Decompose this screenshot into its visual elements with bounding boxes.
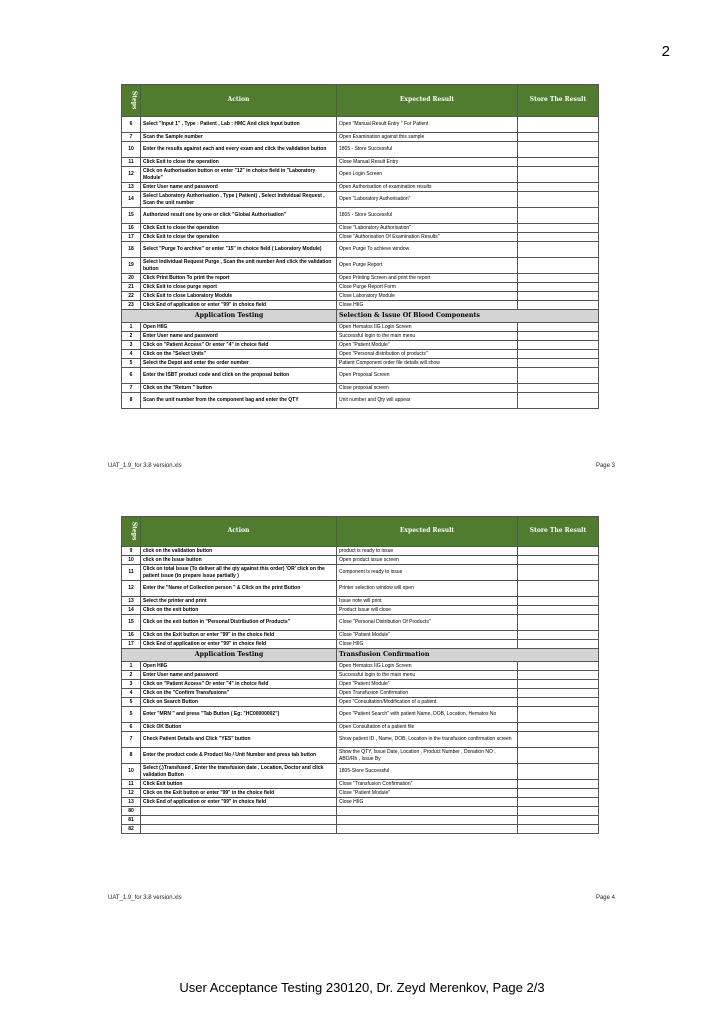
store-result-cell [518,301,599,310]
table-row [122,565,599,581]
section-title-left: Application Testing [122,310,337,323]
expected-result-cell: Close "Patient Module" [337,789,518,798]
store-result-cell [518,597,599,606]
action-cell: Click on the "Confirm Transfusions" [141,689,337,698]
step-number-cell: 4 [122,350,141,359]
expected-result-cell [337,807,518,816]
step-number-cell: 6 [122,368,141,384]
action-cell: Select (.)Transfused , Enter the transfusion date , Location, Doctor and click validation Button [141,764,337,780]
store-result-cell [518,764,599,780]
action-cell [141,825,337,834]
steps-header: Steps [122,517,141,547]
expected-result-cell: Open Proposal Screen [337,368,518,384]
expected-result-cell: Close HIIG [337,798,518,807]
step-number-cell: 23 [122,301,141,310]
store-result-cell [518,332,599,341]
step-number-cell: 5 [122,698,141,707]
step-number-cell: 12 [122,789,141,798]
store-result-cell [518,825,599,834]
table-row [122,547,599,556]
page-number: 2 [661,43,670,60]
action-cell: Click on Search Button [141,698,337,707]
expected-result-cell: Close Laboratory Module [337,292,518,301]
section-row [122,649,599,662]
expected-result-cell: Open "Patient Module" [337,341,518,350]
action-cell: Authorized result one by one or click "Global Authorisation" [141,208,337,224]
store-result-cell [518,615,599,631]
uat-table-1 [121,84,599,409]
table-row [122,606,599,615]
table-row [122,825,599,834]
expected-result-cell: Show the QTY, Issue Date, Location , Product Number , Donation NO , ABO/Rh , Issue By [337,748,518,764]
store-result-cell [518,292,599,301]
table-row [122,192,599,208]
action-cell: Click End of application or enter "99" in choice field [141,640,337,649]
expected-result-cell: Component is ready to issue [337,565,518,581]
store-result-cell [518,732,599,748]
store-result-cell [518,224,599,233]
expected-result-cell: Unit number and Qty will appear [337,393,518,409]
store-result-cell [518,581,599,597]
step-number-cell: 7 [122,732,141,748]
action-cell: Click on the Exit button or enter "99" in the choice field [141,789,337,798]
action-cell: Click Exit button [141,780,337,789]
table-row [122,732,599,748]
step-number-cell: 15 [122,615,141,631]
step-number-cell: 7 [122,384,141,393]
expected-result-cell: Open Purge Report [337,258,518,274]
action-cell: Open HIIG [141,662,337,671]
table-row [122,117,599,133]
table-row [122,662,599,671]
expected-result-cell: Product Issue will close [337,606,518,615]
expected-result-cell: Close "Authorisation Of Examination Results" [337,233,518,242]
step-number-cell: 12 [122,581,141,597]
store-result-cell [518,258,599,274]
action-cell: Select "Purge To archive" or enter "15" in choice field ( Laboratory Module) [141,242,337,258]
store-result-cell [518,748,599,764]
store-result-cell [518,556,599,565]
step-number-cell: 11 [122,565,141,581]
step-number-cell: 4 [122,689,141,698]
action-cell: Select "Input 1" , Type : Patient , Lab : HMC And click Input button [141,117,337,133]
table-row [122,183,599,192]
expected-result-cell: Open Purge To achieve window [337,242,518,258]
table-row [122,556,599,565]
step-number-cell: 9 [122,547,141,556]
table-row [122,341,599,350]
expected-result-cell: Open product issue screen [337,556,518,565]
action-cell [141,816,337,825]
action-cell: Click End of application or enter "99" in choice field [141,301,337,310]
step-number-cell: 1 [122,323,141,332]
step-number-cell: 16 [122,631,141,640]
steps-header: Steps [122,85,141,117]
table-row [122,368,599,384]
expected-result-cell: Open "Laboratory Authorisation" [337,192,518,208]
step-number-cell: 17 [122,233,141,242]
step-number-cell: 17 [122,640,141,649]
table-row [122,142,599,158]
store-result-cell [518,192,599,208]
table-row [122,671,599,680]
step-number-cell: 6 [122,117,141,133]
store-result-cell [518,707,599,723]
store-result-cell [518,798,599,807]
action-cell: Enter User name and password [141,671,337,680]
uat-sheet-page-3 [121,84,598,409]
expected-result-cell: Show patient ID , Name, DOB, Location in the transfusion confirmation screen [337,732,518,748]
store-result-cell [518,789,599,798]
step-number-cell: 13 [122,597,141,606]
action-cell: Select the Depot and enter the order number [141,359,337,368]
action-cell: Scan the Sample number [141,133,337,142]
expected-result-cell: 1805-Store Successful [337,764,518,780]
step-number-cell: 3 [122,341,141,350]
action-cell: Click on Authorisation button or enter "12" in choice field in "Laboratory Module" [141,167,337,183]
footer-page-label: Page 4 [595,895,615,901]
table-row [122,359,599,368]
table-row [122,133,599,142]
table-row [122,698,599,707]
store-result-cell [518,723,599,732]
store-result-cell [518,158,599,167]
expected-result-cell: Printer selection window will open [337,581,518,597]
expected-result-cell: Open "Personal distribution of products" [337,350,518,359]
footer-filename: UAT_1.9_for 3.8 version.xls [108,463,182,469]
store-result-cell [518,359,599,368]
expected-result-cell: Close "Personal Distribution Of Products" [337,615,518,631]
action-cell: Click Exit to close purge report [141,283,337,292]
table-row [122,780,599,789]
section-row [122,310,599,323]
store-result-cell [518,689,599,698]
store-result-cell [518,183,599,192]
store-result-cell [518,283,599,292]
store-result-cell [518,350,599,359]
action-cell: Click on "Patient Access" Or enter "4" in choice field [141,680,337,689]
action-cell: Scan the unit number from the component bag and enter the QTY [141,393,337,409]
action-cell: Enter the ISBT product code and click on the proposal button [141,368,337,384]
expected-result-cell: Open Login Screen [337,167,518,183]
table-row [122,723,599,732]
step-number-cell: 82 [122,825,141,834]
expected-result-cell: Open Hematos IIG Login Screen [337,662,518,671]
expected-result-cell: Open "Patient Module" [337,680,518,689]
expected-result-header: Expected Result [337,85,518,117]
step-number-cell: 12 [122,167,141,183]
step-number-cell: 14 [122,606,141,615]
step-number-cell: 10 [122,764,141,780]
table-row [122,707,599,723]
expected-result-cell: Close proposal screen [337,384,518,393]
expected-result-cell: Close HIIG [337,640,518,649]
table-row [122,158,599,167]
table-row [122,258,599,274]
store-result-cell [518,233,599,242]
action-cell: Click on the "Return " button [141,384,337,393]
section-title-left: Application Testing [122,649,337,662]
expected-result-cell: Open "Consultation/Modification of a patient [337,698,518,707]
action-cell: Click End of application or enter "99" in choice field [141,798,337,807]
expected-result-cell: Open Authorisation of examination results [337,183,518,192]
step-number-cell: 13 [122,183,141,192]
step-number-cell: 13 [122,798,141,807]
expected-result-cell: Close "Patient Module" [337,631,518,640]
action-cell: Click on the "Select Units" [141,350,337,359]
action-cell: Select the printer and print [141,597,337,606]
store-result-cell [518,816,599,825]
step-number-cell: 1 [122,662,141,671]
uat-sheet-page-4 [121,516,598,834]
step-number-cell: 8 [122,393,141,409]
expected-result-cell [337,816,518,825]
step-number-cell: 2 [122,671,141,680]
store-result-cell [518,671,599,680]
document-caption: User Acceptance Testing 230120, Dr. Zeyd Merenkov, Page 2/3 [179,980,545,995]
store-result-cell [518,167,599,183]
store-result-cell [518,547,599,556]
action-cell: Enter User name and password [141,183,337,192]
action-cell: Enter the "Name of Collection person " & Click on the print Button [141,581,337,597]
store-result-cell [518,323,599,332]
step-number-cell: 7 [122,133,141,142]
table-row [122,748,599,764]
action-cell [141,807,337,816]
expected-result-cell: Close Purge Report Form [337,283,518,292]
table-row [122,224,599,233]
table-row [122,292,599,301]
table-row [122,233,599,242]
store-result-cell [518,274,599,283]
table-row [122,301,599,310]
step-number-cell: 14 [122,192,141,208]
action-cell: Enter User name and password [141,332,337,341]
store-result-cell [518,242,599,258]
step-number-cell: 21 [122,283,141,292]
store-result-cell [518,680,599,689]
action-header: Action [141,517,337,547]
expected-result-cell: Open Hematos IIG Login Screen [337,323,518,332]
step-number-cell: 10 [122,556,141,565]
table-row [122,615,599,631]
expected-result-cell: Successful login to the main menu [337,332,518,341]
store-result-header: Store The Result [518,85,599,117]
step-number-cell: 15 [122,208,141,224]
store-result-cell [518,208,599,224]
store-result-header: Store The Result [518,517,599,547]
uat-table-2 [121,516,599,834]
store-result-cell [518,640,599,649]
expected-result-cell: Open Examination against this sample [337,133,518,142]
action-cell: Open HIIG [141,323,337,332]
action-cell: Click Print Button To print the report [141,274,337,283]
table-row [122,816,599,825]
action-cell: Click on the exit button [141,606,337,615]
action-cell: Enter "MRN " and press "Tab Button ( Eg: "HC00000002") [141,707,337,723]
action-cell: click on the Issue button [141,556,337,565]
expected-result-cell: Successful login to the main menu [337,671,518,680]
expected-result-cell: Close "Laboratory Authorisation" [337,224,518,233]
expected-result-cell: product is ready to issue [337,547,518,556]
store-result-cell [518,631,599,640]
step-number-cell: 20 [122,274,141,283]
store-result-cell [518,142,599,158]
expected-result-cell: Open "Patient Search" with patient Name, DOB, Location, Hematos No [337,707,518,723]
step-number-cell: 6 [122,723,141,732]
table-row [122,283,599,292]
expected-result-cell: Open Printing Screen and print the report [337,274,518,283]
step-number-cell: 18 [122,242,141,258]
table-row [122,208,599,224]
store-result-cell [518,780,599,789]
step-number-cell: 81 [122,816,141,825]
step-number-cell: 3 [122,680,141,689]
footer-filename: UAT_1.9_for 3.8 version.xls [108,895,182,901]
table-row [122,332,599,341]
step-number-cell: 2 [122,332,141,341]
action-cell: Click on the Exit button or enter "99" in the choice field [141,631,337,640]
table-row [122,680,599,689]
expected-result-cell: Close HIIG [337,301,518,310]
table-row [122,789,599,798]
action-cell: Click on the exit button in "Personal Distribution of Products" [141,615,337,631]
action-cell: Click Exit to close Laboratory Module [141,292,337,301]
table-row [122,597,599,606]
table-row [122,798,599,807]
action-cell: Click Exit to close the operation [141,224,337,233]
table-row [122,274,599,283]
store-result-cell [518,662,599,671]
table-row [122,764,599,780]
expected-result-cell: Open Consultation of a patient file [337,723,518,732]
store-result-cell [518,117,599,133]
expected-result-cell: Close "Transfusion Confirmation" [337,780,518,789]
table-row [122,350,599,359]
section-title-right: Selection & Issue Of Blood Components [337,310,599,323]
step-number-cell: 16 [122,224,141,233]
expected-result-cell: Close Manual Result Entry [337,158,518,167]
store-result-cell [518,606,599,615]
step-number-cell: 11 [122,780,141,789]
expected-result-cell: Issue note will print [337,597,518,606]
store-result-cell [518,807,599,816]
step-number-cell: 10 [122,142,141,158]
store-result-cell [518,565,599,581]
table-row [122,581,599,597]
table-row [122,807,599,816]
expected-result-cell: Open Transfusion Confirmation [337,689,518,698]
table-row [122,167,599,183]
table-row [122,393,599,409]
table-row [122,242,599,258]
action-cell: Click on total Issue (To deliver all the qty against this order) 'OR' click on the patient issue (to prepare issue partially ) [141,565,337,581]
table-row [122,631,599,640]
action-cell: Enter the product code & Product No / Unit Number and press tab button [141,748,337,764]
expected-result-cell: Open "Manual Result Entry " For Patient [337,117,518,133]
store-result-cell [518,384,599,393]
action-cell: Select Individual Request Purge , Scan the unit number And click the validation button [141,258,337,274]
step-number-cell: 5 [122,707,141,723]
store-result-cell [518,133,599,142]
action-cell: Click Exit to close the operation [141,158,337,167]
action-cell: Check Patient Details and Click "YES" button [141,732,337,748]
action-cell: Click OK Button [141,723,337,732]
table-row [122,640,599,649]
step-number-cell: 80 [122,807,141,816]
action-cell: Select Laboratory Authorisation , Type ( Patient) , Select Individual Request , Scan the unit number [141,192,337,208]
expected-result-cell [337,825,518,834]
action-header: Action [141,85,337,117]
table-row [122,323,599,332]
step-number-cell: 22 [122,292,141,301]
step-number-cell: 19 [122,258,141,274]
store-result-cell [518,368,599,384]
action-cell: Click on "Patient Access" Or enter "4" in choice field [141,341,337,350]
expected-result-cell: Patient Component order file details will show [337,359,518,368]
section-title-right: Transfusion Confirmation [337,649,599,662]
step-number-cell: 5 [122,359,141,368]
step-number-cell: 11 [122,158,141,167]
store-result-cell [518,393,599,409]
table-row [122,384,599,393]
expected-result-cell: 1805 - Store Successful [337,208,518,224]
action-cell: click on the validation button [141,547,337,556]
expected-result-header: Expected Result [337,517,518,547]
expected-result-cell: 1805 - Store Successful [337,142,518,158]
action-cell: Click Exit to close the operation [141,233,337,242]
table-row [122,689,599,698]
footer-page-label: Page 3 [595,463,615,469]
store-result-cell [518,341,599,350]
store-result-cell [518,698,599,707]
step-number-cell: 8 [122,748,141,764]
action-cell: Enter the results against each and every exam and click the validation button [141,142,337,158]
